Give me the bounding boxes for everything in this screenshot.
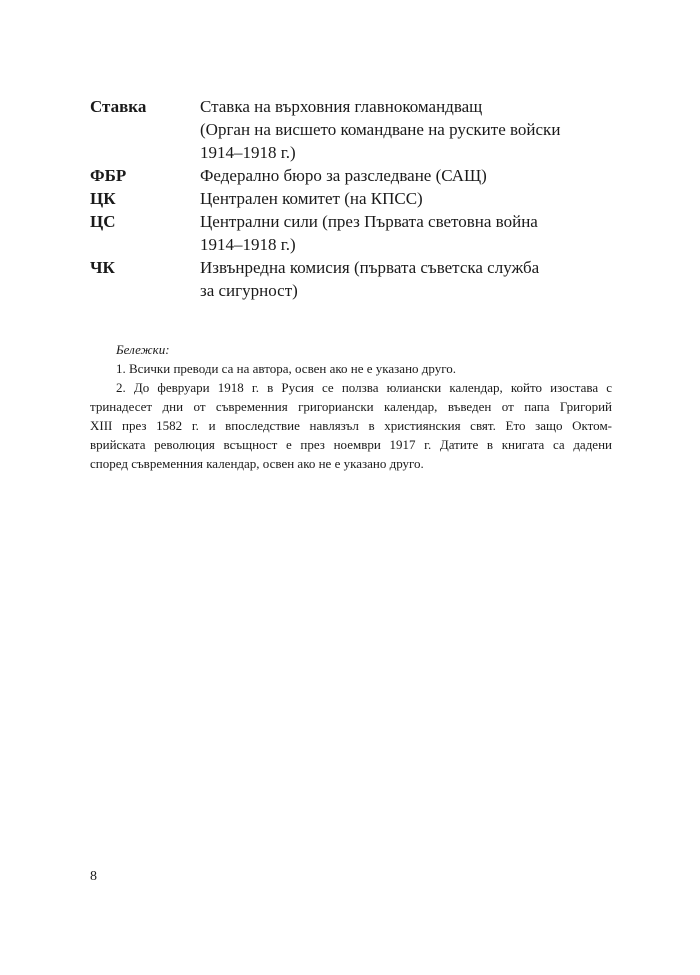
definition-line: 1914–1918 г.)	[200, 143, 296, 162]
abbreviation-term: ФБР	[90, 166, 127, 185]
abbreviation-definition	[200, 95, 560, 164]
definition-line: Федерално бюро за разследване (САЩ)	[200, 166, 487, 185]
notes-heading: Бележки:	[116, 342, 170, 357]
definition-line: Централни сили (през Първата световна война	[200, 212, 538, 231]
abbreviation-row	[90, 95, 561, 164]
abbreviation-row	[90, 187, 550, 210]
abbreviation-term: Ставка	[90, 97, 147, 116]
abbreviation-definition	[200, 187, 550, 210]
abbreviation-definition	[200, 256, 550, 302]
abbreviation-row	[90, 256, 550, 302]
abbreviation-definition	[200, 164, 550, 187]
abbreviation-row	[90, 164, 550, 187]
note-line: според съвременния календар, освен ако не е указано друго.	[90, 456, 424, 471]
definition-line: Извънредна комисия (първата съветска служба	[200, 258, 540, 277]
page-number: 8	[90, 869, 97, 884]
abbreviation-row	[90, 210, 550, 256]
definition-line: (Орган на висшето командване на руските войски	[200, 120, 561, 139]
abbreviation-term: ЦК	[90, 189, 116, 208]
definition-line: за сигурност)	[200, 281, 298, 300]
note-line: врийската революция всъщност е през ноември 1917 г. Датите в книгата са дадени	[90, 437, 612, 452]
note-line: 1. Всички преводи са на автора, освен ако не е указано друго.	[116, 361, 456, 376]
definition-line: Централен комитет (на КПСС)	[200, 189, 423, 208]
note-item	[90, 378, 612, 473]
definition-line: 1914–1918 г.)	[200, 235, 296, 254]
abbreviation-term: ЦС	[90, 212, 116, 231]
abbreviations-list	[90, 95, 561, 302]
notes-section	[90, 340, 612, 473]
note-line: XIII през 1582 г. и впоследствие навлязъл в християнския свят. Ето защо Октом-	[90, 418, 612, 433]
abbreviation-definition	[200, 210, 550, 256]
note-item	[90, 359, 612, 378]
abbreviation-term: ЧК	[90, 258, 115, 277]
note-line: 2. До февруари 1918 г. в Русия се ползва юлиански календар, който изостава с	[116, 380, 612, 395]
note-line: тринадесет дни от съвременния григориански календар, въведен от папа Григорий	[90, 399, 612, 414]
definition-line: Ставка на върховния главнокомандващ	[200, 97, 483, 116]
